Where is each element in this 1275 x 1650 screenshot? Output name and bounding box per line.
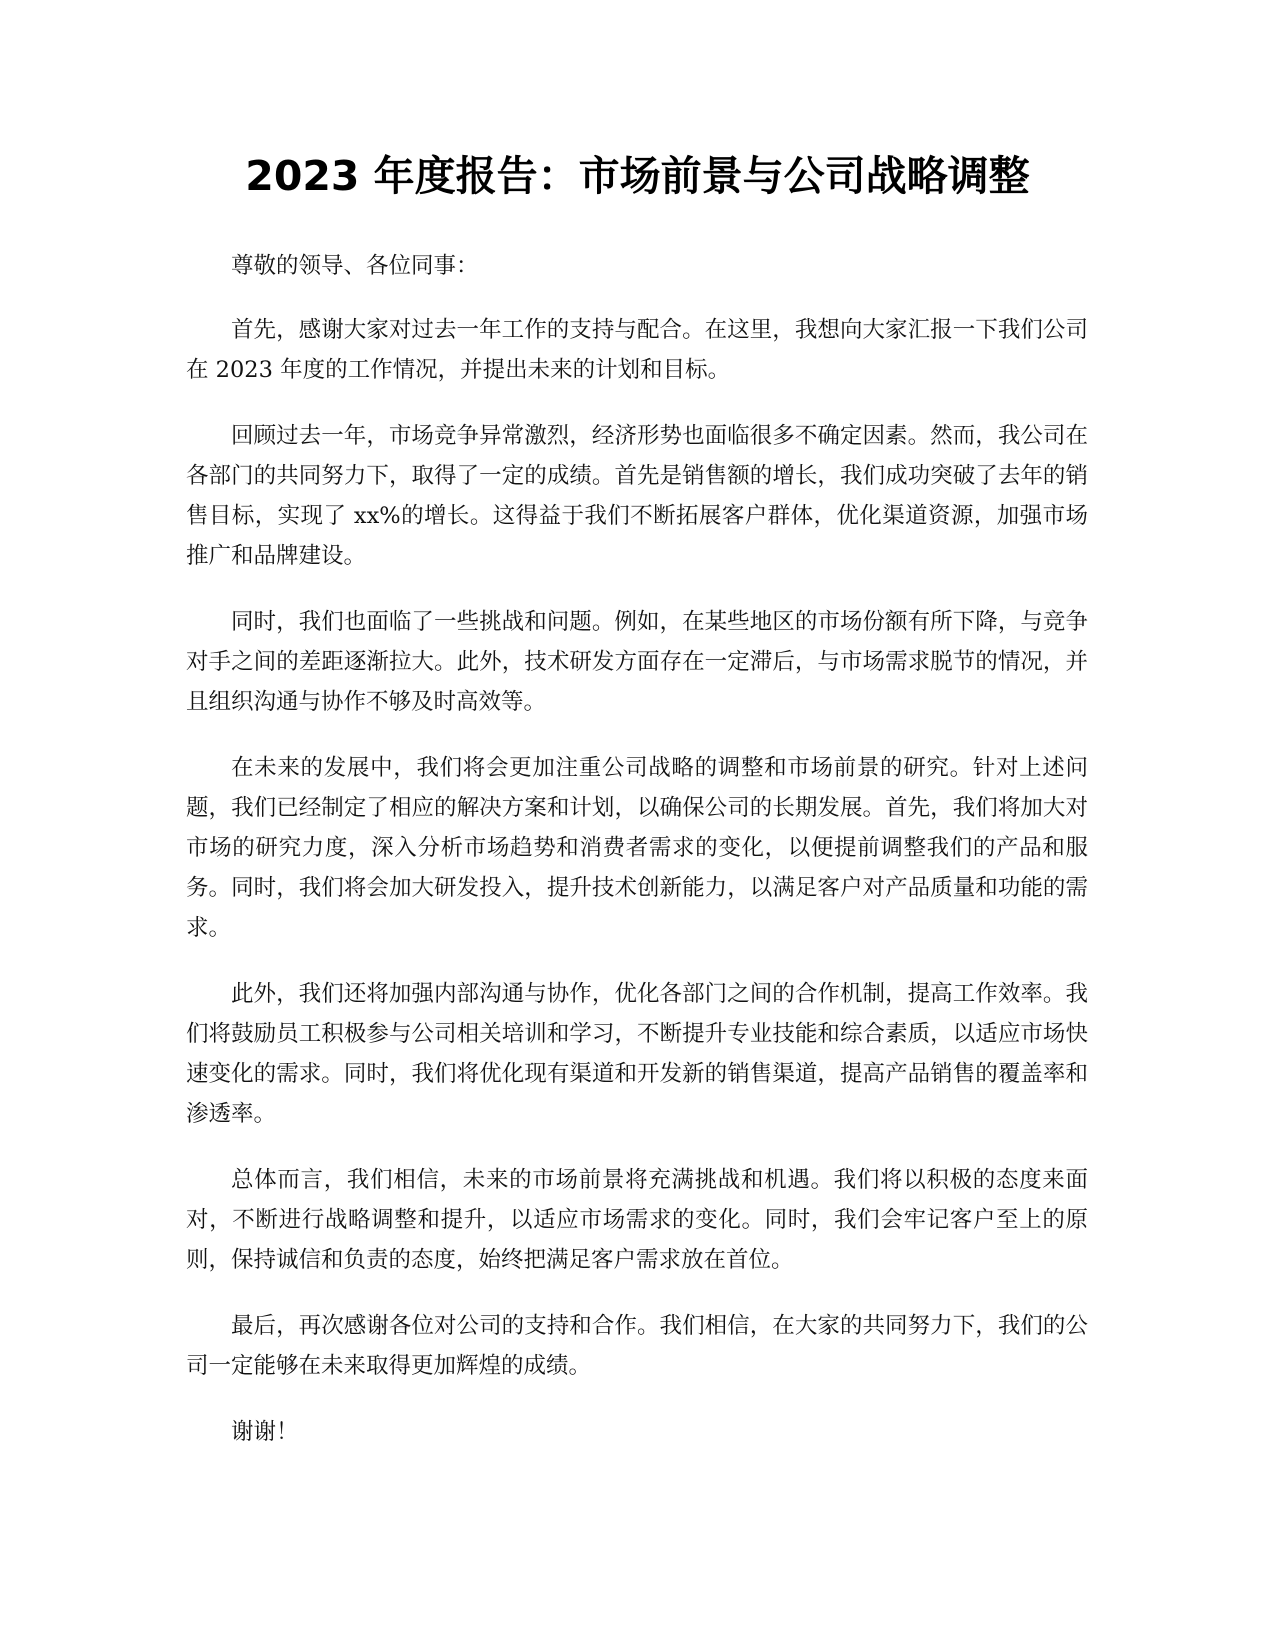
paragraph: 此外，我们还将加强内部沟通与协作，优化各部门之间的合作机制，提高工作效率。我们将鼓励员工积极参与公司相关培训和学习，不断提升专业技能和综合素质，以适应市场快速变化的需求。同时，我们将优化现有渠道和开发新的销售渠道，提高产品销售的覆盖率和渗透率。 — [186, 981, 1088, 1127]
closing: 谢谢！ — [231, 1419, 299, 1445]
paragraph: 同时，我们也面临了一些挑战和问题。例如，在某些地区的市场份额有所下降，与竞争对手之间的差距逐渐拉大。此外，技术研发方面存在一定滞后，与市场需求脱节的情况，并且组织沟通与协作不够及时高效等。 — [186, 609, 1088, 715]
paragraph: 在未来的发展中，我们将会更加注重公司战略的调整和市场前景的研究。针对上述问题，我们已经制定了相应的解决方案和计划，以确保公司的长期发展。首先，我们将加大对市场的研究力度，深入分析市场趋势和消费者需求的变化，以便提前调整我们的产品和服务。同时，我们将会加大研发投入，提升技术创新能力，以满足客户对产品质量和功能的需求。 — [186, 755, 1088, 941]
document-body — [186, 246, 1088, 1478]
paragraph: 回顾过去一年，市场竞争异常激烈，经济形势也面临很多不确定因素。然而，我公司在各部门的共同努力下，取得了一定的成绩。首先是销售额的增长，我们成功突破了去年的销售目标，实现了 xx%的增长。这得益于我们不断拓展客户群体，优化渠道资源，加强市场推广和品牌建设。 — [186, 423, 1088, 569]
paragraph: 最后，再次感谢各位对公司的支持和合作。我们相信，在大家的共同努力下，我们的公司一定能够在未来取得更加辉煌的成绩。 — [186, 1313, 1088, 1379]
paragraph: 首先，感谢大家对过去一年工作的支持与配合。在这里，我想向大家汇报一下我们公司在 2023 年度的工作情况，并提出未来的计划和目标。 — [186, 317, 1088, 383]
paragraph: 总体而言，我们相信，未来的市场前景将充满挑战和机遇。我们将以积极的态度来面对，不断进行战略调整和提升，以适应市场需求的变化。同时，我们会牢记客户至上的原则，保持诚信和负责的态度，始终把满足客户需求放在首位。 — [186, 1167, 1088, 1273]
salutation: 尊敬的领导、各位同事： — [231, 253, 479, 279]
document-title: 2023 年度报告：市场前景与公司战略调整 — [245, 152, 1030, 200]
